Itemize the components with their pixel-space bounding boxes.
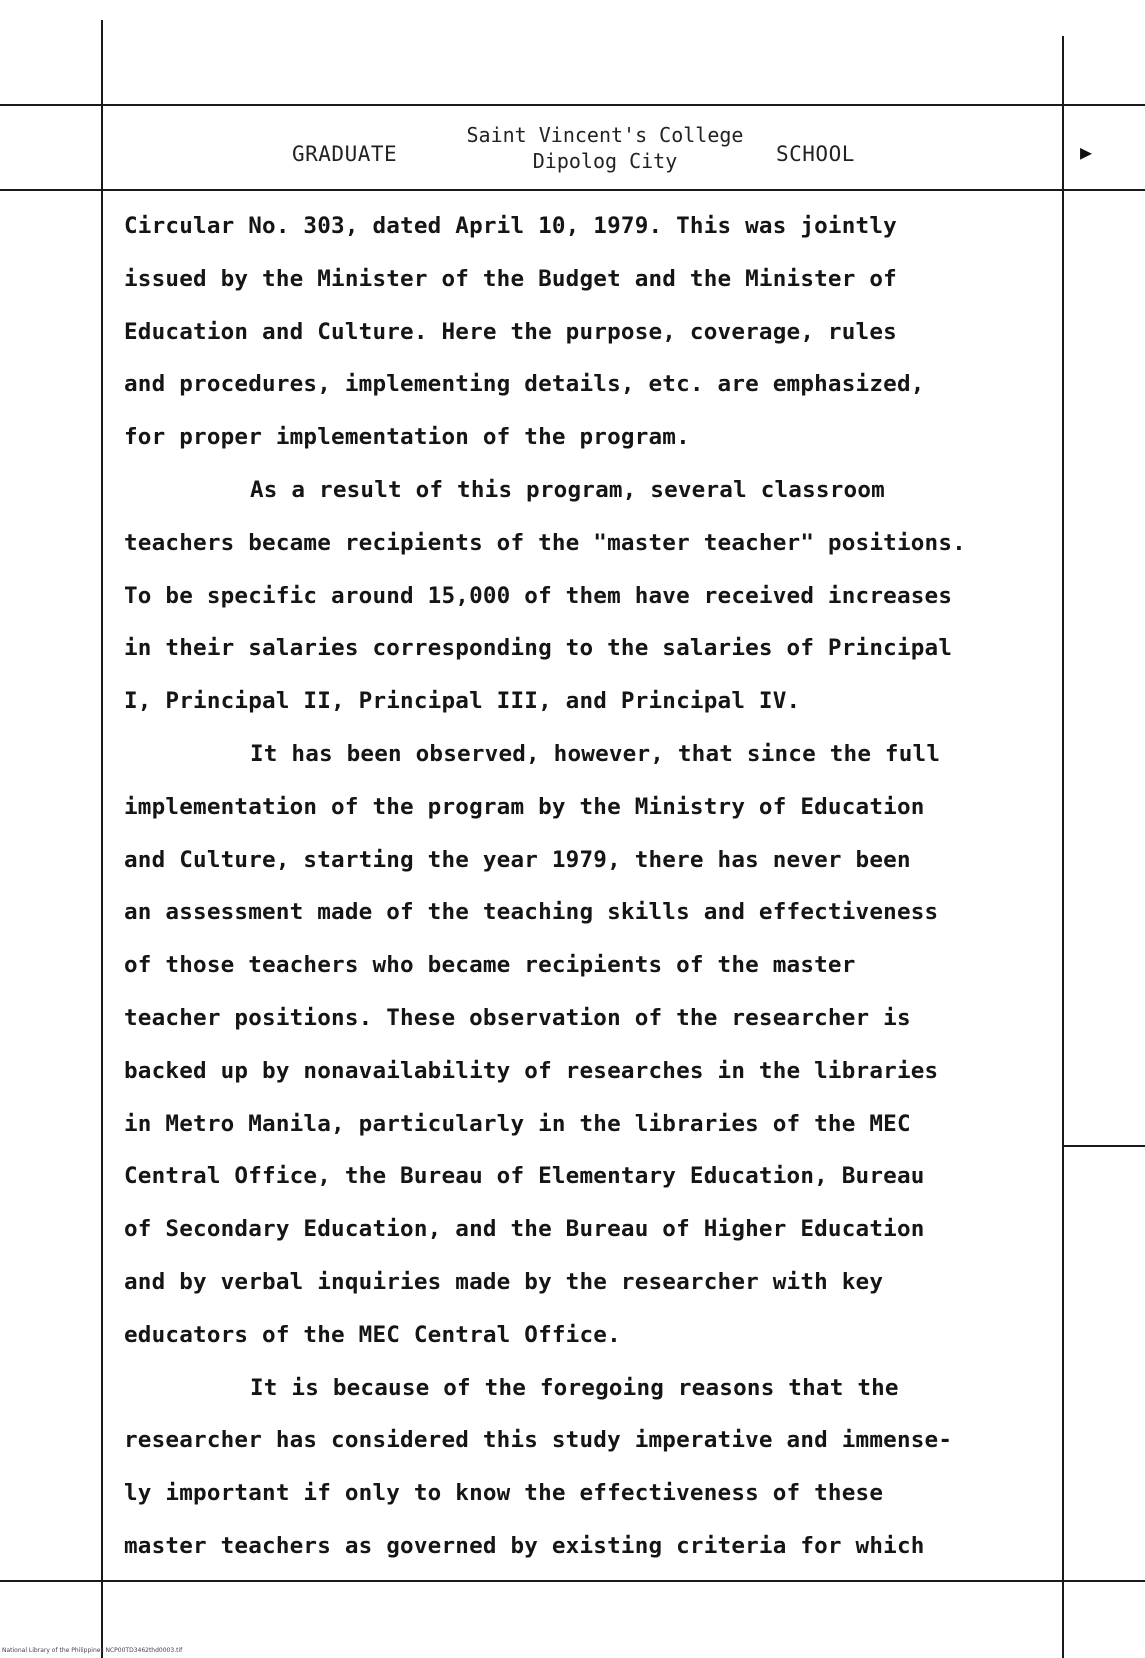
body-line: in their salaries corresponding to the salaries of Principal [124, 635, 953, 662]
paragraph-start-line: It has been observed, however, that since the full [250, 740, 941, 767]
body-line: an assessment made of the teaching skills and effectiveness [124, 899, 939, 926]
paragraph-start-line: It is because of the foregoing reasons that the [250, 1374, 899, 1401]
paragraph-start-line: As a result of this program, several classroom [250, 476, 885, 503]
left-margin-rule [101, 20, 103, 1658]
margin-arrow-icon: ▶ [1080, 140, 1093, 164]
body-line: issued by the Minister of the Budget and the Minister of [124, 265, 897, 292]
body-line: for proper implementation of the program. [124, 424, 690, 451]
college-name: Saint Vincent's College [466, 123, 744, 147]
body-line: I, Principal II, Principal III, and Principal IV. [124, 688, 801, 715]
body-line: Education and Culture. Here the purpose, coverage, rules [124, 318, 897, 345]
body-line: of those teachers who became recipients of the master [124, 952, 856, 979]
college-city: Dipolog City [532, 149, 678, 173]
body-line: educators of the MEC Central Office. [124, 1321, 621, 1348]
body-line: of Secondary Education, and the Bureau of Higher Education [124, 1216, 925, 1243]
body-line: Circular No. 303, dated April 10, 1979. This was jointly [124, 213, 897, 239]
body-line: backed up by nonavailability of researches in the libraries [124, 1057, 939, 1084]
body-line: in Metro Manila, particularly in the libraries of the MEC [124, 1110, 911, 1137]
body-text [124, 200, 1064, 1573]
body-line: teachers became recipients of the "master teacher" positions. [124, 529, 966, 556]
header-top-rule [0, 104, 1145, 106]
body-line: teacher positions. These observation of the researcher is [124, 1004, 911, 1031]
body-line: ly important if only to know the effectiveness of these [124, 1480, 884, 1507]
header-bottom-rule [0, 189, 1145, 191]
body-line: Central Office, the Bureau of Elementary Education, Bureau [124, 1163, 925, 1190]
body-line: master teachers as governed by existing criteria for which [124, 1532, 925, 1559]
header-school: SCHOOL [776, 142, 855, 166]
right-margin-tick [1062, 1145, 1145, 1147]
body-line: and procedures, implementing details, etc. are emphasized, [124, 371, 925, 398]
body-line: To be specific around 15,000 of them have received increases [124, 582, 953, 609]
scan-footer-note: National Library of the Philippines NCP00TD3462thd0003.tif [2, 1647, 183, 1654]
header-graduate: GRADUATE [292, 142, 398, 166]
body-line: and Culture, starting the year 1979, there has never been [124, 846, 911, 873]
header-institution [440, 122, 770, 174]
footer-rule [0, 1580, 1145, 1582]
body-line: implementation of the program by the Ministry of Education [124, 793, 925, 820]
body-line: researcher has considered this study imperative and immense- [124, 1427, 953, 1454]
body-line: and by verbal inquiries made by the researcher with key [124, 1268, 884, 1295]
